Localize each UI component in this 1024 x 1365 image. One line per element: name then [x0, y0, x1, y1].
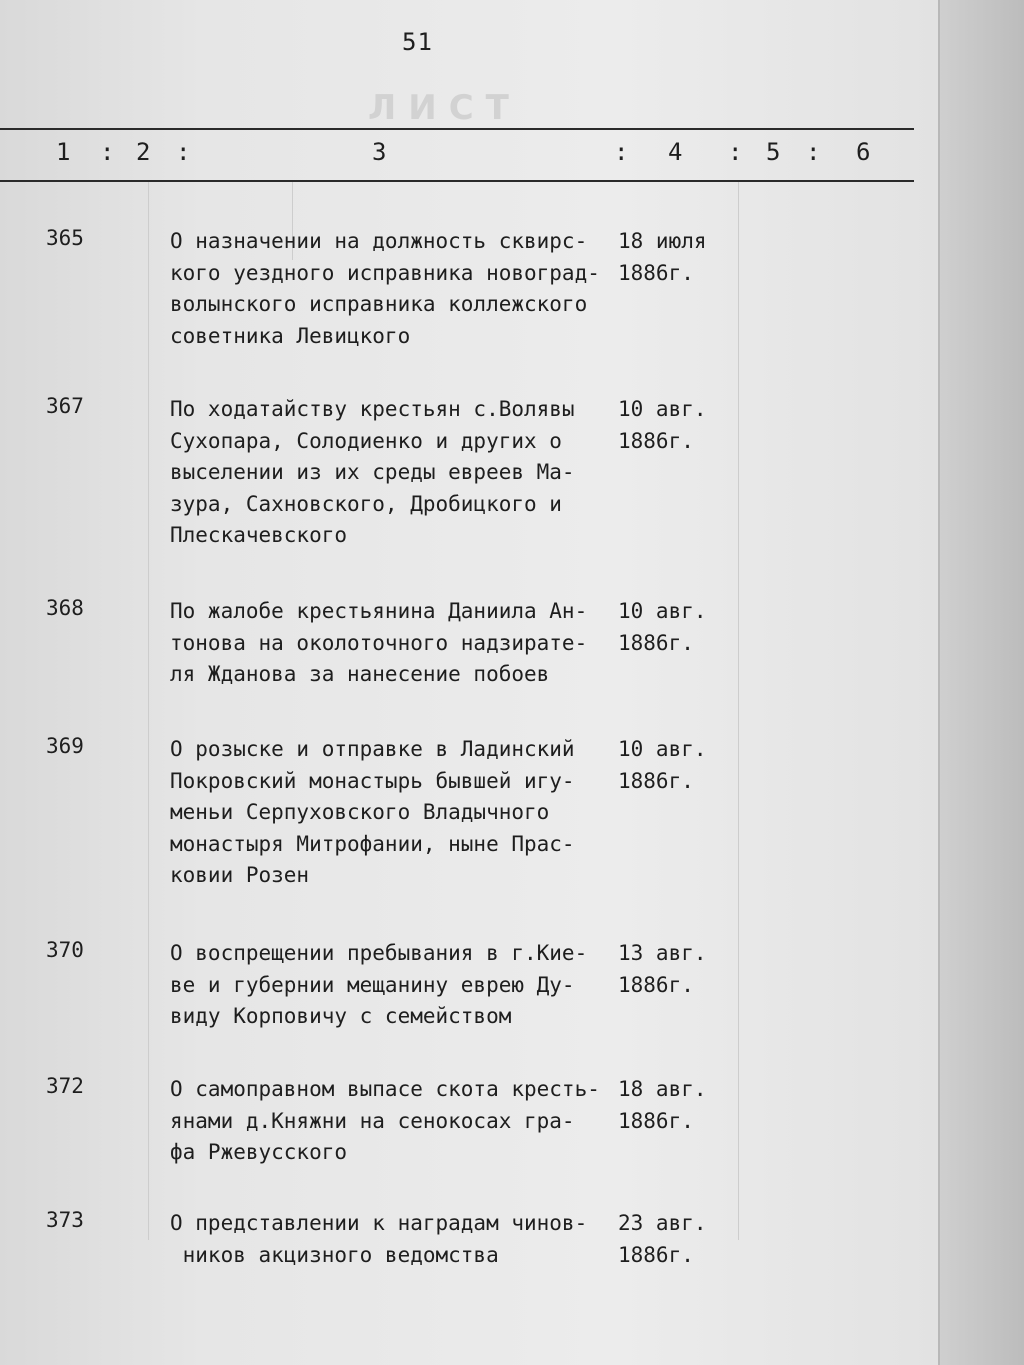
record-date: 10 авг. 1886г.	[618, 599, 707, 655]
record-description: О назначении на должность сквирс- кого уездного исправника новоград- волынского исправника коллежского советника Левицкого	[170, 229, 600, 348]
header-top-rule	[0, 128, 914, 130]
record-description: По жалобе крестьянина Даниила Ан- тонова на околоточного надзирате- ля Жданова за нанесение побоев	[170, 599, 588, 686]
column-number-2: 2	[136, 138, 151, 166]
record-number: 369	[46, 734, 84, 758]
page-edge	[938, 0, 940, 1365]
record-number: 368	[46, 596, 84, 620]
record-date: 13 авг. 1886г.	[618, 941, 707, 997]
column-separator: :	[806, 138, 821, 166]
header-bottom-rule	[0, 180, 914, 182]
column-separator: :	[614, 138, 629, 166]
record-description: О розыске и отправке в Ладинский Покровский монастырь бывшей игу- меньи Серпуховского Владычного монастыря Митрофании, ныне Прас- ковии Розен	[170, 737, 575, 887]
record-description: По ходатайству крестьян с.Волявы Сухопара, Солодиенко и других о выселении из их среды евреев Ма- зура, Сахновского, Дробицкого и Плескачевского	[170, 397, 575, 547]
bleed-through-line	[148, 180, 149, 1240]
record-date: 23 авг. 1886г.	[618, 1211, 707, 1267]
next-sheet-edge	[940, 0, 1024, 1365]
column-number-5: 5	[766, 138, 781, 166]
record-number: 365	[46, 226, 84, 250]
record-number: 373	[46, 1208, 84, 1232]
record-description: О самоправном выпасе скота кресть- янами д.Княжни на сенокосах гра- фа Ржевусского	[170, 1077, 600, 1164]
column-number-4: 4	[668, 138, 683, 166]
column-separator: :	[100, 138, 115, 166]
record-date: 18 авг. 1886г.	[618, 1077, 707, 1133]
record-date: 10 авг. 1886г.	[618, 737, 707, 793]
column-separator: :	[728, 138, 743, 166]
record-description: О воспрещении пребывания в г.Кие- ве и губернии мещанину еврею Ду- виду Корповичу с семейством	[170, 941, 588, 1028]
bleed-through-line	[738, 180, 739, 1240]
record-number: 367	[46, 394, 84, 418]
record-number: 370	[46, 938, 84, 962]
column-separator: :	[176, 138, 191, 166]
page-number: 51	[402, 28, 433, 56]
record-date: 18 июля 1886г.	[618, 229, 707, 285]
column-number-3: 3	[372, 138, 387, 166]
bleed-through-title: ЛИСТ	[368, 88, 521, 128]
record-date: 10 авг. 1886г.	[618, 397, 707, 453]
column-number-1: 1	[56, 138, 71, 166]
record-number: 372	[46, 1074, 84, 1098]
column-number-6: 6	[856, 138, 871, 166]
record-description: О представлении к наградам чинов- ников акцизного ведомства	[170, 1211, 588, 1267]
